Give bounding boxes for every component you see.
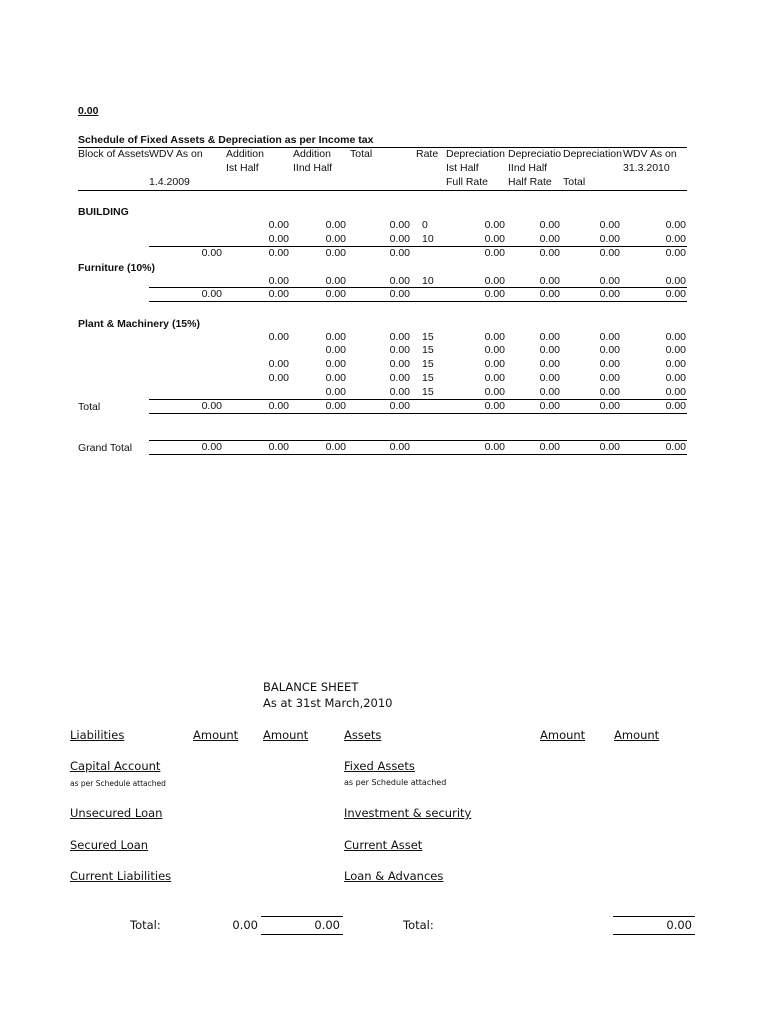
table-cell: 0.00 [539, 233, 560, 245]
table-cell: 0.00 [268, 233, 289, 245]
table-cell: 0.00 [389, 233, 410, 245]
asset-total-value: 0.00 [666, 918, 692, 932]
table-cell: 0.00 [539, 288, 560, 300]
section-building: BUILDING [78, 206, 129, 218]
table-cell: 0.00 [325, 441, 346, 453]
table-cell: 0.00 [325, 233, 346, 245]
table-cell: 0.00 [539, 331, 560, 343]
current-liabilities: Current Liabilities [70, 869, 172, 883]
table-cell: 0.00 [665, 219, 686, 231]
table-cell: 0.00 [539, 344, 560, 356]
col-header-dep-total-1: Depreciation [563, 148, 622, 160]
liabilities-header: Liabilities [70, 728, 125, 742]
table-cell: 0.00 [539, 441, 560, 453]
table-cell: 0.00 [539, 386, 560, 398]
table-cell: 0.00 [599, 386, 620, 398]
table-cell: 0.00 [539, 372, 560, 384]
asset-amount-header-2: Amount [614, 728, 660, 742]
balance-sheet-subtitle: As at 31st March,2010 [263, 696, 393, 710]
table-cell: 0.00 [389, 331, 410, 343]
col-header-total: Total [350, 148, 373, 160]
table-cell: 0.00 [389, 288, 410, 300]
current-asset: Current Asset [344, 838, 423, 852]
col-header-dep-total-3: Total [563, 176, 586, 188]
table-cell: 0.00 [268, 275, 289, 287]
table-cell: 0.00 [599, 331, 620, 343]
table-cell: 0.00 [268, 400, 289, 412]
col-header-dep1-3: Full Rate [446, 176, 489, 188]
table-cell: 0.00 [665, 275, 686, 287]
table-cell: 0.00 [268, 247, 289, 259]
table-cell: 0.00 [599, 247, 620, 259]
table-cell: 15 [422, 372, 434, 384]
table-cell: 0.00 [325, 386, 346, 398]
table-cell: 0.00 [484, 233, 505, 245]
table-cell: 0.00 [268, 288, 289, 300]
table-cell: 0.00 [599, 441, 620, 453]
table-cell: 0.00 [268, 441, 289, 453]
table-cell: 0.00 [539, 358, 560, 370]
table-cell: 0.00 [599, 219, 620, 231]
col-header-add2-1: Addition [293, 148, 331, 160]
table-cell: 0.00 [484, 400, 505, 412]
asset-total-rule-bottom [613, 934, 695, 935]
table-cell: 15 [422, 331, 434, 343]
table-cell: 15 [422, 358, 434, 370]
table-cell: 0.00 [665, 288, 686, 300]
unsecured-loan: Unsecured Loan [70, 806, 163, 820]
table-cell: 0.00 [268, 331, 289, 343]
table-cell: 0.00 [325, 219, 346, 231]
col-header-wdv-open-1: WDV As on [149, 148, 203, 160]
asset-amount-header-1: Amount [540, 728, 586, 742]
table-cell: 0.00 [484, 288, 505, 300]
table-cell: 0.00 [599, 288, 620, 300]
table-cell: 0.00 [268, 372, 289, 384]
table-cell: 0.00 [325, 400, 346, 412]
table-cell: 0.00 [539, 219, 560, 231]
col-header-dep2-2: IInd Half [508, 162, 548, 174]
table-cell: 0.00 [389, 219, 410, 231]
col-header-dep1-2: Ist Half [446, 162, 479, 174]
table-cell: 0.00 [539, 275, 560, 287]
table-cell: 0.00 [665, 400, 686, 412]
table-cell: 0.00 [325, 288, 346, 300]
table-cell: 15 [422, 386, 434, 398]
liab-total-value-2: 0.00 [314, 918, 340, 932]
header-bottom-rule [78, 190, 687, 191]
table-cell: 0.00 [389, 358, 410, 370]
table-cell: 0.00 [665, 386, 686, 398]
table-cell: 0.00 [484, 372, 505, 384]
liab-total-rule-top [261, 916, 343, 917]
col-header-dep2-3: Half Rate [508, 176, 552, 188]
investment-security: Investment & security [344, 806, 472, 820]
table-cell: 0.00 [389, 372, 410, 384]
col-header-wdv-open-date: 1.4.2009 [149, 176, 190, 188]
table-cell: 0.00 [325, 331, 346, 343]
table-cell: 0.00 [665, 358, 686, 370]
table-cell: 0.00 [665, 344, 686, 356]
table-cell: 0.00 [201, 400, 222, 412]
fixed-note: as per Schedule attached [344, 778, 447, 787]
col-header-rate: Rate [416, 148, 439, 160]
fixed-assets: Fixed Assets [344, 759, 415, 773]
table-cell: 0.00 [268, 358, 289, 370]
col-header-add1-1: Addition [226, 148, 264, 160]
table-cell: 0.00 [389, 400, 410, 412]
table-cell: 0.00 [325, 372, 346, 384]
table-cell: 10 [422, 233, 434, 245]
asset-total-rule-top [613, 916, 695, 917]
table-cell: 0.00 [389, 441, 410, 453]
liab-amount-header-2: Amount [263, 728, 309, 742]
table-cell: 0.00 [599, 400, 620, 412]
table-cell: 0.00 [389, 386, 410, 398]
table-cell: 10 [422, 275, 434, 287]
table-cell: 0.00 [599, 233, 620, 245]
table-cell: 0.00 [325, 344, 346, 356]
balance-sheet-title: BALANCE SHEET [263, 680, 359, 694]
loans-advances: Loan & Advances [344, 869, 444, 883]
col-header-dep2-1: Depreciatio [508, 148, 562, 160]
table-cell: 0.00 [484, 344, 505, 356]
table-cell: 0.00 [325, 247, 346, 259]
table-cell: 0.00 [484, 386, 505, 398]
subtotal-rule-furniture-bottom [149, 301, 687, 302]
table-cell: 0.00 [599, 344, 620, 356]
table-cell: 0.00 [665, 331, 686, 343]
table-cell: 0.00 [665, 247, 686, 259]
liab-total-label: Total: [130, 918, 161, 932]
table-cell: 0.00 [201, 247, 222, 259]
assets-header: Assets [344, 728, 382, 742]
rule-grand-total-bottom [149, 454, 687, 455]
schedule-title: Schedule of Fixed Assets & Depreciation as per Income tax [78, 134, 374, 146]
col-header-wdv-close-1: WDV As on [623, 148, 677, 160]
table-cell: 0.00 [201, 288, 222, 300]
subtotal-rule-total-bottom [149, 413, 687, 414]
table-cell: 0.00 [599, 275, 620, 287]
table-cell: 0.00 [665, 441, 686, 453]
col-header-dep1-1: Depreciation [446, 148, 505, 160]
table-cell: 0.00 [389, 344, 410, 356]
table-cell: 0.00 [201, 441, 222, 453]
top-value: 0.00 [78, 105, 99, 117]
secured-loan: Secured Loan [70, 838, 149, 852]
table-cell: 0.00 [484, 441, 505, 453]
row-label-grand-total: Grand Total [78, 442, 133, 454]
table-cell: 0 [422, 219, 428, 231]
liab-amount-header-1: Amount [193, 728, 239, 742]
col-header-block: Block of Assets [78, 148, 150, 160]
table-cell: 0.00 [599, 358, 620, 370]
table-cell: 0.00 [325, 275, 346, 287]
col-header-wdv-close-2: 31.3.2010 [623, 162, 670, 174]
table-cell: 15 [422, 344, 434, 356]
col-header-add2-2: IInd Half [293, 162, 333, 174]
capital-note: as per Schedule attached [70, 779, 166, 788]
table-cell: 0.00 [539, 400, 560, 412]
table-cell: 0.00 [389, 275, 410, 287]
table-cell: 0.00 [665, 233, 686, 245]
capital-account: Capital Account [70, 759, 161, 773]
table-cell: 0.00 [484, 247, 505, 259]
liab-total-value-1: 0.00 [232, 918, 258, 932]
row-label-total: Total [78, 401, 101, 413]
section-furniture: Furniture (10%) [78, 262, 156, 274]
table-cell: 0.00 [484, 219, 505, 231]
section-plant: Plant & Machinery (15%) [78, 318, 200, 330]
table-cell: 0.00 [389, 247, 410, 259]
asset-total-label: Total: [403, 918, 434, 932]
table-cell: 0.00 [665, 372, 686, 384]
col-header-add1-2: Ist Half [226, 162, 259, 174]
table-cell: 0.00 [484, 358, 505, 370]
table-cell: 0.00 [325, 358, 346, 370]
table-cell: 0.00 [539, 247, 560, 259]
liab-total-rule-bottom [261, 934, 343, 935]
table-cell: 0.00 [268, 219, 289, 231]
table-cell: 0.00 [484, 331, 505, 343]
table-cell: 0.00 [599, 372, 620, 384]
table-cell: 0.00 [484, 275, 505, 287]
